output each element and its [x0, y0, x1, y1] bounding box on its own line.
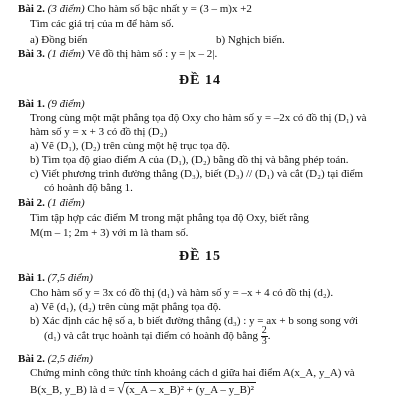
exam14-problem-2-line-1: Tìm tập hợp các điểm M trong mặt phẳng tọa độ Oxy, biết rằng: [30, 212, 309, 224]
exam14-problem-1-header: [18, 97, 85, 111]
exam14-problem-1-part-c-line-1: c) Viết phương trình đường thẳng (D₃), biết (D₃) // (D₁) và cắt (D₂) tại điểm: [30, 168, 364, 180]
exam15-problem-2-line-1: Chứng minh công thức tính khoảng cách d giữa hai điểm A(x_A, y_A) và: [30, 367, 355, 379]
exam15-problem-1-line-1: Cho hàm số y = 3x có đồ thị (d₁) và hàm số y = –x + 4 có đồ thị (d₂).: [30, 287, 334, 299]
square-root-sign: √: [117, 381, 125, 396]
problem-points: (9 điểm): [47, 98, 85, 110]
fraction-denominator: 3: [261, 336, 267, 347]
problem-points: (3 điểm): [47, 3, 85, 15]
exam14-problem-1-line-1: Trong cùng một mặt phẳng tọa độ Oxy cho hàm số y = –2x có đồ thị (D₁) và: [30, 112, 367, 124]
fraction-two-thirds: [261, 326, 268, 347]
problem-text: Vẽ đồ thị hàm số : y = |x – 2|.: [87, 48, 218, 60]
exam15-problem-1-part-b-line-2: [44, 326, 270, 347]
problem-label: Bài 2.: [18, 353, 45, 365]
problem-3: [18, 47, 217, 61]
exam14-problem-2-header: [18, 196, 85, 210]
line-text: B(x_B, y_B) là d =: [30, 384, 115, 396]
problem-2-part-b: b) Nghịch biến.: [216, 34, 285, 46]
problem-text: Cho hàm số bậc nhất y = (3 – m)x +2: [87, 3, 252, 15]
problem-label: Bài 1.: [18, 98, 45, 110]
fraction-numerator: 2: [261, 325, 267, 336]
exam15-problem-1-header: [18, 271, 93, 285]
problem-points: (1 điểm): [47, 197, 85, 209]
exam14-problem-1-part-c-line-2: có hoành độ bằng 1.: [44, 182, 133, 194]
problem-label: Bài 2.: [18, 197, 45, 209]
exam14-problem-1-part-b: b) Tìm tọa độ giao điểm A của (D₁), (D₂) bằng đồ thị và bằng phép toán.: [30, 154, 349, 166]
problem-label: Bài 3.: [18, 48, 45, 60]
exam14-problem-1-part-a: a) Vẽ (D₁), (D₂) trên cùng một hệ trục tọa độ.: [30, 140, 230, 152]
exam15-problem-1-part-b-line-1: b) Xác định các hệ số a, b biết đường thẳng (d₃) : y = ax + b song song với: [30, 315, 359, 327]
problem-points: (7,5 điểm): [47, 272, 93, 284]
problem-label: Bài 1.: [18, 272, 45, 284]
exam14-problem-1-line-2: hàm số y = x + 3 có đồ thị (D₂): [30, 126, 168, 138]
problem-label: Bài 2.: [18, 3, 45, 15]
exam15-problem-2-header: [18, 352, 93, 366]
problem-2-question: Tìm các giá trị của m để hàm số.: [30, 18, 174, 30]
line-end: .: [267, 330, 271, 343]
exam15-problem-2-line-2: [30, 382, 256, 397]
exam15-problem-1-part-a: a) Vẽ (d₁), (d₂) trên cùng mặt phẳng tọa độ.: [30, 301, 222, 313]
exam-title-14: ĐỀ 14: [179, 73, 221, 88]
problem-points: (1 điểm): [47, 48, 85, 60]
problem-2-part-a: a) Đồng biến: [30, 34, 88, 46]
radicand: (x_A – x_B)² + (y_A – y_B)²: [125, 384, 254, 396]
exam14-problem-2-line-2: M(m – 1; 2m + 3) với m là tham số.: [30, 227, 189, 239]
line-text: (d₁) và cắt trục hoành tại điểm có hoành độ bằng: [44, 330, 258, 343]
problem-2-header: [18, 2, 252, 16]
problem-points: (2,5 điểm): [47, 353, 93, 365]
exam-title-15: ĐỀ 15: [179, 249, 221, 264]
